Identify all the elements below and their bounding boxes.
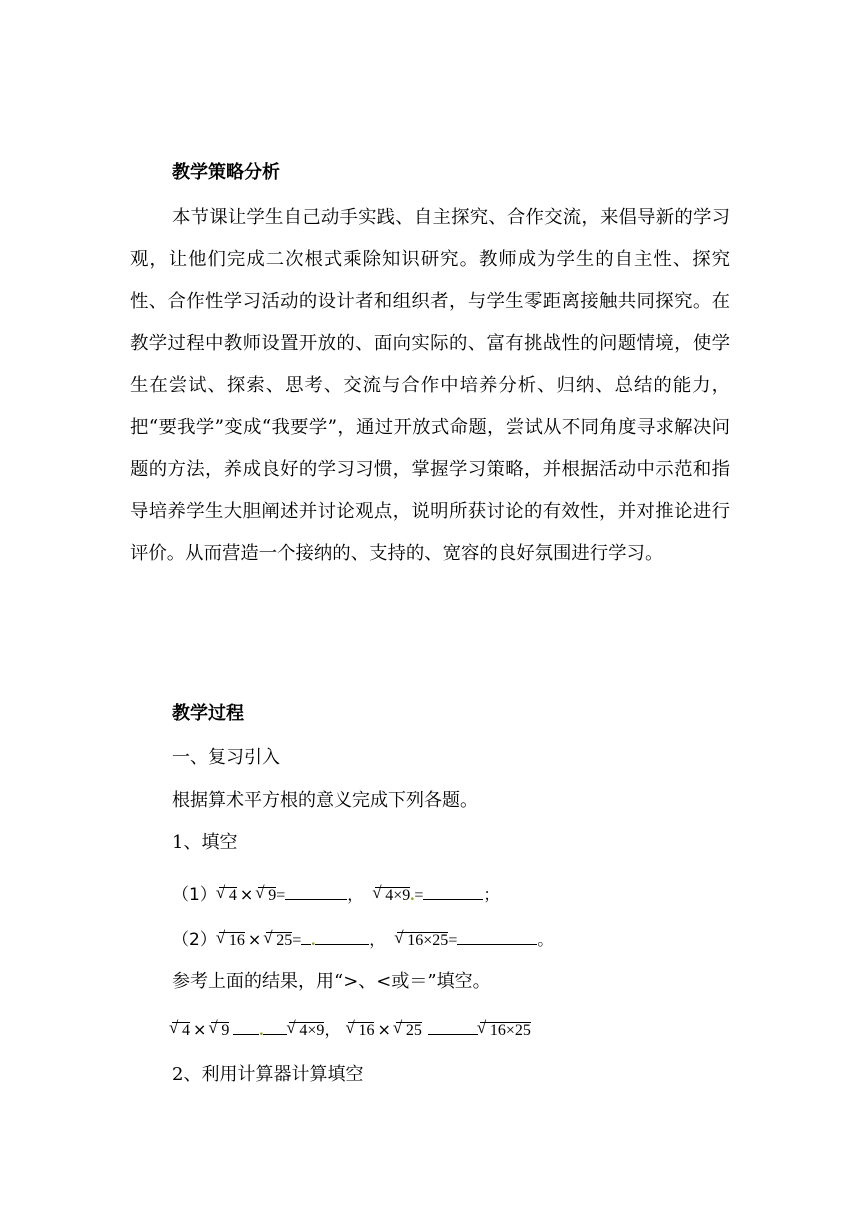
marker-dot: .: [410, 887, 415, 904]
question-label: （2）: [172, 930, 217, 950]
marker-dot: .: [259, 1022, 264, 1039]
compare-blank[interactable]: [233, 1020, 259, 1035]
compare-blank[interactable]: [263, 1020, 287, 1035]
semicolon: ；: [483, 887, 500, 904]
times-sign: ×: [239, 885, 254, 904]
comma: ，: [347, 887, 364, 904]
comma: ，: [324, 1022, 341, 1039]
sqrt-16: √ 16: [348, 1022, 374, 1039]
equals-sign: =: [276, 887, 286, 904]
equals-sign: =: [448, 932, 458, 949]
sqrt-4: √ 4: [219, 887, 237, 904]
answer-blank[interactable]: [285, 885, 347, 900]
sqrt-25: √ 25: [266, 932, 292, 949]
fill-blank-title: 1、填空: [172, 832, 238, 853]
sqrt-4x9: √ 4×9: [375, 887, 410, 904]
marker-dot: .: [311, 932, 316, 949]
period: 。: [537, 932, 554, 949]
strategy-paragraph: 本节课让学生自己动手实践、自主探究、合作交流，来倡导新的学习观，让他们完成二次根式乘除知识研究。教师成为学生的自主性、探究性、合作性学习活动的设计者和组织者，与学生零距离接触共同探究。在教学过程中教师设置开放的、面向实际的、富有挑战性的问题情境，使学生在尝试、探索、思考、交流与合作中培养分析、归纳、总结的能力，把“要我学”变成“我要学”，通过开放式命题，尝试从不同角度寻求解决问题的方法，养成良好的学习习惯，掌握学习策略，并根据活动中示范和指导培养学生大胆阐述并讨论观点，说明所获讨论的有效性，并对推论进行评价。从而营造一个接纳的、支持的、宽容的良好氛围进行学习。: [130, 207, 730, 564]
times-sign: ×: [377, 1020, 391, 1039]
sqrt-16x25: √ 16×25: [480, 1022, 531, 1039]
sqrt-16: √ 16: [219, 932, 245, 949]
calculator-title: 2、利用计算器计算填空: [172, 1064, 364, 1085]
answer-blank[interactable]: [301, 930, 311, 945]
times-sign: ×: [247, 930, 262, 949]
sqrt-25: √ 25: [396, 1022, 422, 1039]
sqrt-16x25: √ 16×25: [397, 932, 448, 949]
sqrt-4: √ 4: [172, 1022, 190, 1039]
process-heading: 教学过程: [172, 703, 244, 724]
comma: ，: [369, 932, 386, 949]
review-intro-title: 一、复习引入: [172, 747, 280, 768]
answer-blank[interactable]: [423, 885, 483, 900]
compare-blank[interactable]: [428, 1020, 478, 1035]
answer-blank[interactable]: [457, 930, 537, 945]
question-1-1: [172, 883, 499, 908]
answer-blank[interactable]: [315, 930, 369, 945]
sqrt-9: √ 9: [258, 887, 276, 904]
equals-sign: =: [292, 932, 302, 949]
compare-line: [172, 1018, 531, 1043]
compare-instruction: 参考上面的结果，用“>、<或＝”填空。: [172, 971, 491, 992]
equals-sign: =: [414, 887, 424, 904]
sqrt-9: √ 9: [211, 1022, 229, 1039]
question-label: （1）: [172, 885, 217, 905]
review-instruction: 根据算术平方根的意义完成下列各题。: [172, 790, 478, 811]
sqrt-4x9: √ 4×9: [289, 1022, 324, 1039]
strategy-heading: 教学策略分析: [172, 162, 280, 183]
times-sign: ×: [193, 1020, 207, 1039]
question-1-2: [172, 928, 553, 953]
